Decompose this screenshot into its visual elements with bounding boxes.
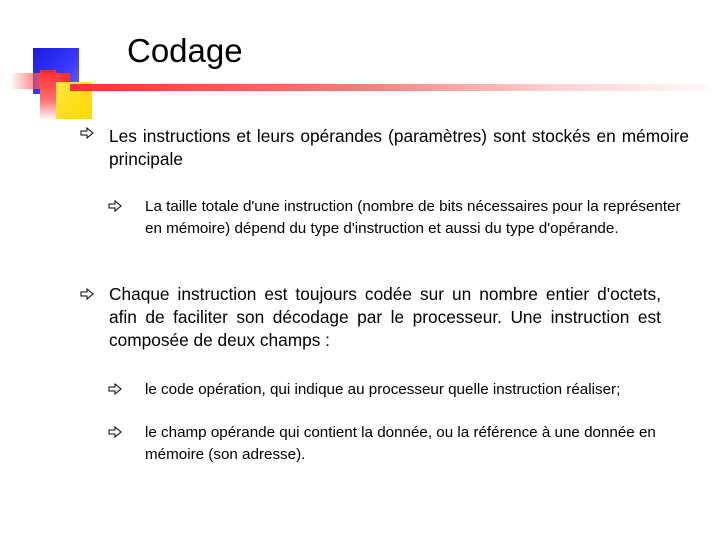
sub-bullet-1-1-text: La taille totale d'une instruction (nombre de bits nécessaires pour la représenter en mémoire) dépend du type d'instruction et aussi du type d'opérande. xyxy=(145,198,681,237)
hollow-right-arrow-icon xyxy=(108,383,122,395)
bullet-2 xyxy=(109,283,661,352)
sub-bullet-2-1 xyxy=(145,379,685,401)
sub-bullet-2-2 xyxy=(145,422,685,465)
bullet-1-text: Les instructions et leurs opérandes (paramètres) sont stockés en mémoire principale xyxy=(109,126,689,169)
logo-red-vertical-bar xyxy=(40,70,56,120)
hollow-right-arrow-icon xyxy=(108,426,122,438)
hollow-right-arrow-icon xyxy=(80,127,94,139)
title-underline-bar xyxy=(70,84,710,91)
bullet-2-text: Chaque instruction est toujours codée sur un nombre entier d'octets, afin de faciliter son décodage par le processeur. Une instruction est composée de deux champs : xyxy=(109,284,661,350)
sub-bullet-1-1 xyxy=(145,196,690,239)
sub-bullet-2-1-text: le code opération, qui indique au processeur quelle instruction réaliser; xyxy=(145,381,621,398)
bullet-1 xyxy=(109,125,689,171)
sub-bullet-2-2-text: le champ opérande qui contient la donnée, ou la référence à une donnée en mémoire (son adresse). xyxy=(145,424,656,463)
hollow-right-arrow-icon xyxy=(108,200,122,212)
slide-title: Codage xyxy=(127,32,243,69)
hollow-right-arrow-icon xyxy=(80,288,94,300)
